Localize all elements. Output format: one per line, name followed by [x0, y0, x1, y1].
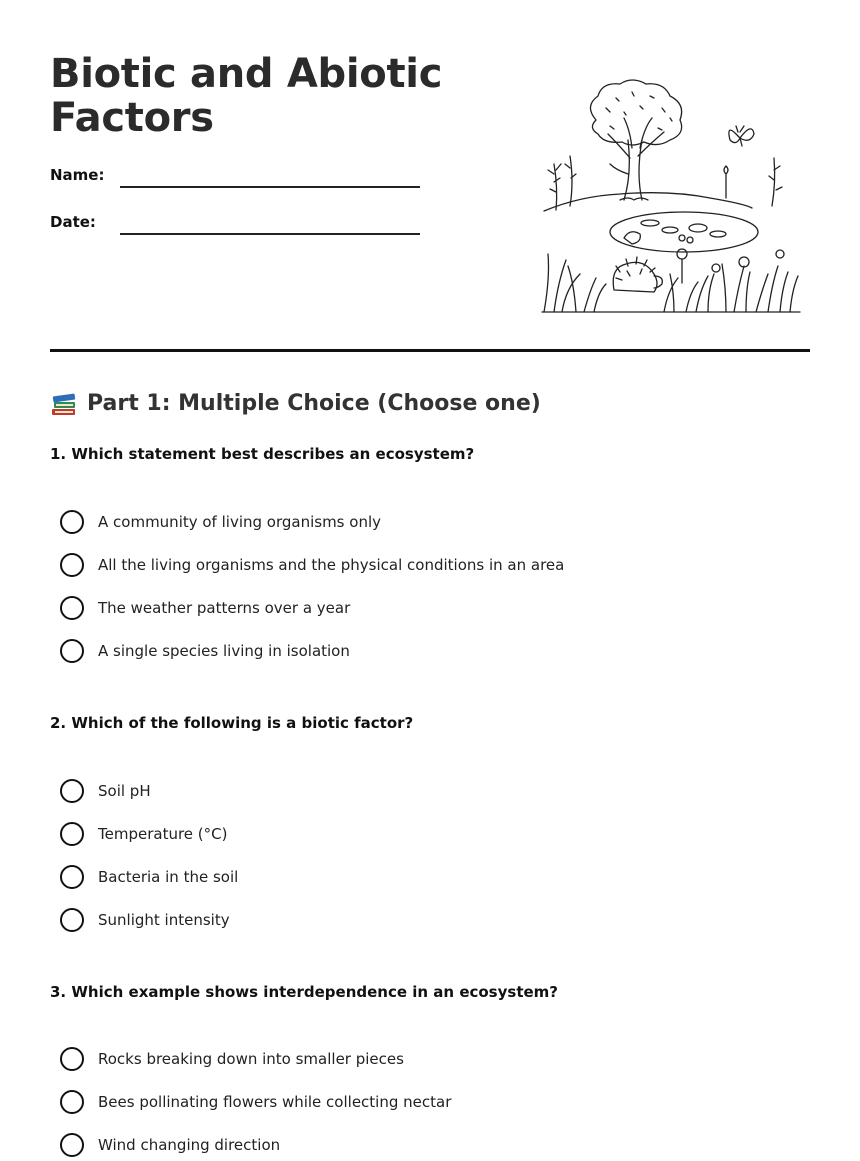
radio-button[interactable]: [60, 908, 84, 932]
option-label: Soil pH: [98, 782, 151, 800]
question-1-option-a[interactable]: [60, 509, 381, 535]
date-label: Date:: [50, 213, 96, 231]
option-label: A single species living in isolation: [98, 642, 350, 660]
radio-button[interactable]: [60, 779, 84, 803]
radio-button[interactable]: [60, 1133, 84, 1157]
question-2-option-d[interactable]: [60, 907, 230, 933]
radio-button[interactable]: [60, 639, 84, 663]
title-line-2: Factors: [50, 95, 214, 141]
date-field[interactable]: [50, 213, 430, 237]
section-title-text: Part 1: Multiple Choice (Choose one): [87, 391, 541, 416]
option-label: A community of living organisms only: [98, 513, 381, 531]
option-label: Temperature (°C): [98, 825, 228, 843]
worksheet-title: [50, 52, 470, 140]
question-3-prompt: 3. Which example shows interdependence in an ecosystem?: [50, 983, 558, 1001]
radio-button[interactable]: [60, 822, 84, 846]
question-2-option-c[interactable]: [60, 864, 238, 890]
radio-button[interactable]: [60, 553, 84, 577]
question-1-option-d[interactable]: [60, 638, 350, 664]
radio-button[interactable]: [60, 510, 84, 534]
title-line-1: Biotic and Abiotic: [50, 51, 443, 97]
option-label: Bees pollinating flowers while collecting nectar: [98, 1093, 452, 1111]
name-label: Name:: [50, 166, 105, 184]
name-field[interactable]: [50, 166, 430, 190]
header-divider: [50, 349, 810, 352]
books-icon: [50, 391, 78, 417]
option-label: Sunlight intensity: [98, 911, 230, 929]
question-2-prompt: 2. Which of the following is a biotic factor?: [50, 714, 414, 732]
name-line[interactable]: [120, 186, 420, 188]
radio-button[interactable]: [60, 1090, 84, 1114]
question-2-option-a[interactable]: [60, 778, 151, 804]
question-1-prompt: 1. Which statement best describes an ecosystem?: [50, 445, 475, 463]
ecosystem-illustration: [540, 78, 802, 314]
option-label: Wind changing direction: [98, 1136, 281, 1154]
question-1-option-c[interactable]: [60, 595, 350, 621]
radio-button[interactable]: [60, 1047, 84, 1071]
question-2-option-b[interactable]: [60, 821, 227, 847]
radio-button[interactable]: [60, 596, 84, 620]
radio-button[interactable]: [60, 865, 84, 889]
option-label: The weather patterns over a year: [98, 599, 351, 617]
question-3-option-a[interactable]: [60, 1046, 404, 1072]
date-line[interactable]: [120, 233, 420, 235]
option-label: All the living organisms and the physical conditions in an area: [98, 556, 565, 574]
question-3-option-c[interactable]: [60, 1132, 280, 1158]
question-3-option-b[interactable]: [60, 1089, 451, 1115]
option-label: Rocks breaking down into smaller pieces: [98, 1050, 404, 1068]
section-title: [50, 390, 541, 418]
option-label: Bacteria in the soil: [98, 868, 239, 886]
question-1-option-b[interactable]: [60, 552, 564, 578]
